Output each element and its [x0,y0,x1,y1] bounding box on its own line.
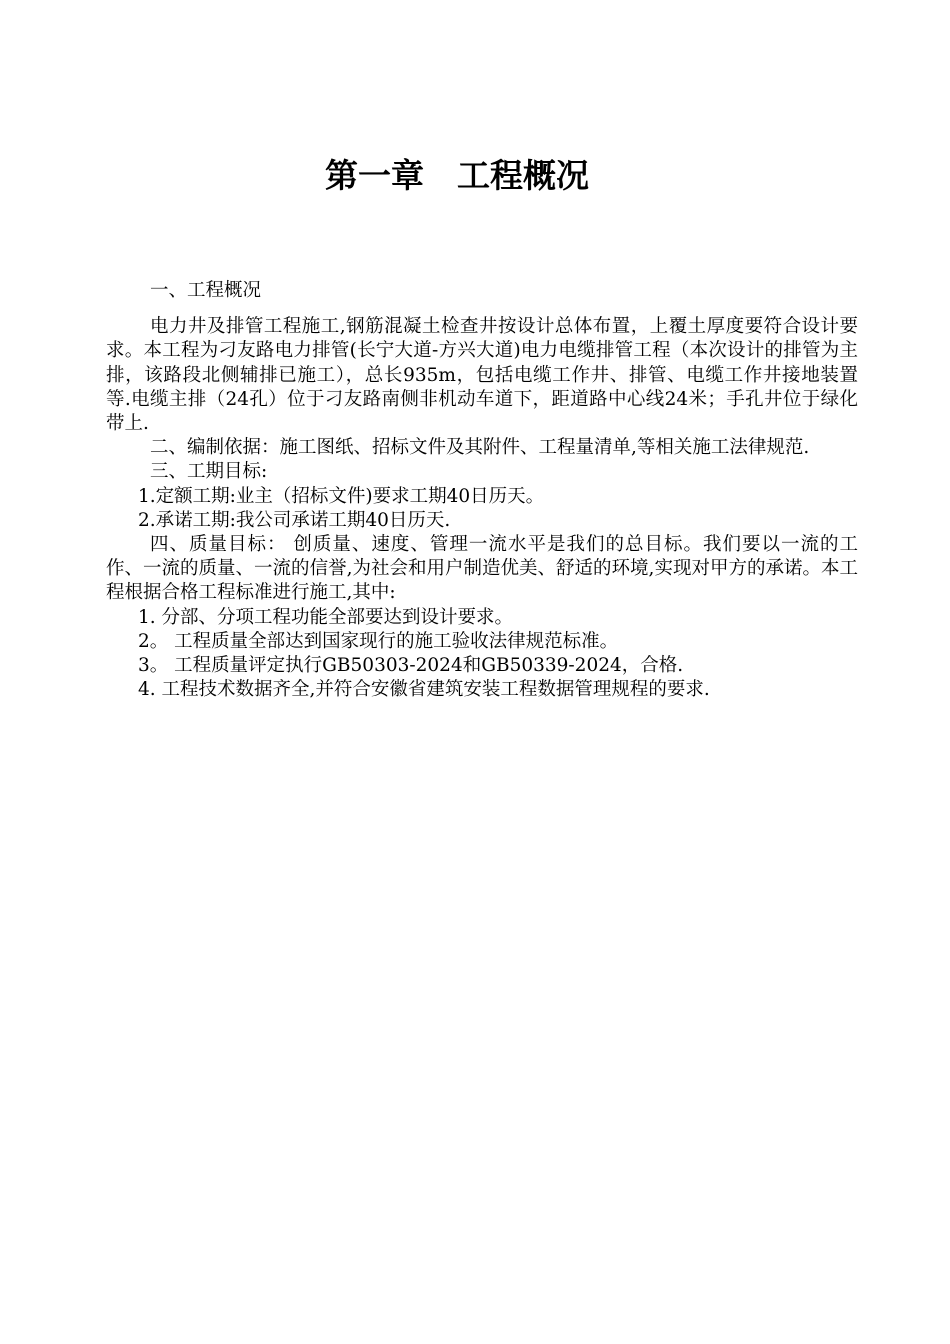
list-item-schedule-quota: 1.定额工期:业主（招标文件)要求工期40日历天。 [138,485,545,507]
chapter-title: 第一章 工程概况 [325,156,589,195]
paragraph-compilation-basis: 二、编制依据：施工图纸、招标文件及其附件、工程量清单,等相关施工法律规范. [150,437,810,459]
list-item-schedule-promise: 2.承诺工期:我公司承诺工期40日历天. [138,509,451,531]
paragraph-quality-goal: 四、质量目标： 创质量、速度、管理一流水平是我们的总目标。我们要以一流的工作、一流的质量、一流的信誉,为社会和用户制造优美、舒适的环境,实现对甲方的承诺。本工程根据合格工程标准进行施工,其中: [106,534,858,604]
list-item-quality-4: 4. 工程技术数据齐全,并符合安徽省建筑安装工程数据管理规程的要求. [138,679,710,701]
section-heading-schedule: 三、工期目标: [150,461,268,483]
paragraph-project-overview: 电力井及排管工程施工,钢筋混凝土检查井按设计总体布置，上覆土厚度要符合设计要求。本工程为刁友路电力排管(长宁大道-方兴大道)电力电缆排管工程（本次设计的排管为主排，该路段北侧辅排已施工），总长935m，包括电缆工作井、排管、电缆工作井接地装置等.电缆主排（24孔）位于刁友路南侧非机动车道下，距道路中心线24米；手孔井位于绿化带上. [106,316,858,435]
section-heading-overview: 一、工程概况 [150,280,262,301]
list-item-quality-1: 1. 分部、分项工程功能全部要达到设计要求。 [138,606,514,628]
list-item-quality-3: 3。 工程质量评定执行GB50303-2024和GB50339-2024，合格. [138,655,684,677]
document-body [106,279,858,702]
list-item-quality-2: 2。 工程质量全部达到国家现行的施工验收法律规范标准。 [138,630,619,652]
